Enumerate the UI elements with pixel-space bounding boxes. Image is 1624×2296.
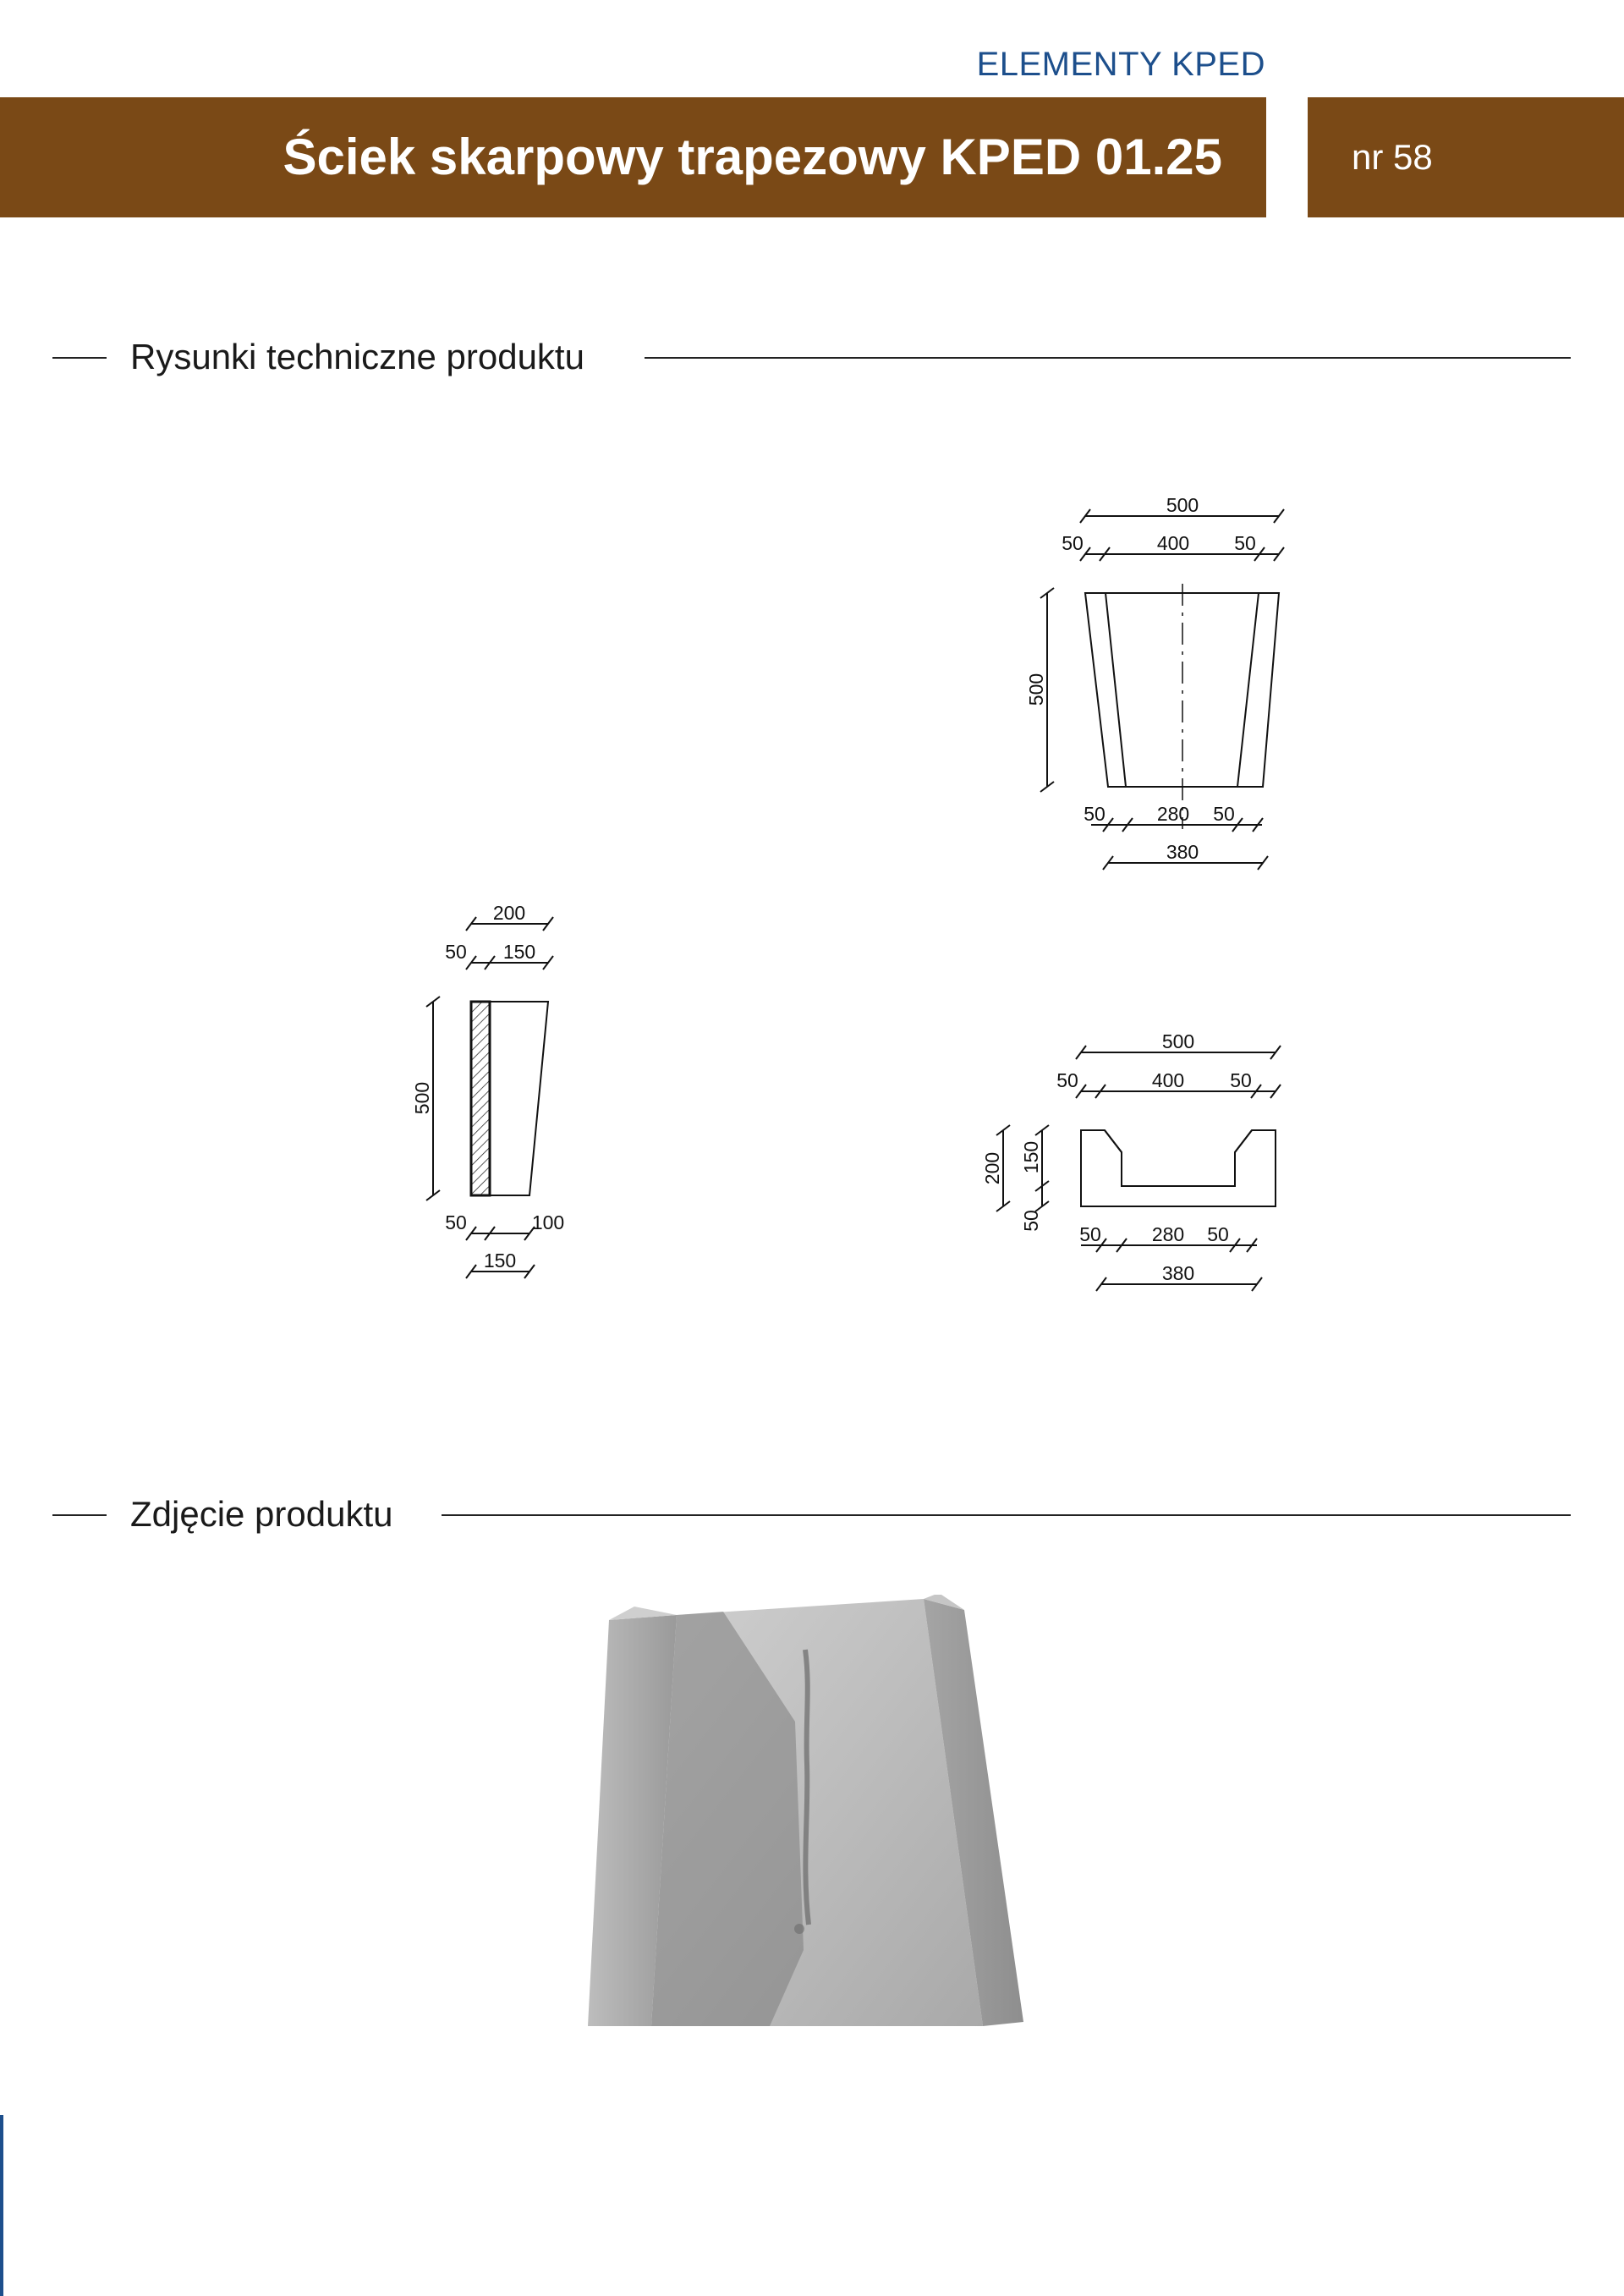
dim-label: 500 [411, 1081, 433, 1115]
dim-label: 100 [531, 1211, 565, 1233]
side-view-outline [490, 1002, 548, 1195]
dim-label: 200 [981, 1151, 1003, 1185]
dim-label: 150 [483, 1250, 517, 1272]
dim-label: 500 [1025, 673, 1047, 706]
category-label: ELEMENTY KPED [976, 46, 1265, 83]
photo-water-stain-drop [794, 1924, 804, 1934]
cross-section-chamfer [1105, 1130, 1122, 1152]
dim-label: 50 [445, 941, 467, 963]
dim-label: 400 [1156, 532, 1190, 554]
dim-label: 50 [1056, 1069, 1078, 1091]
dim-label: 50 [1213, 803, 1235, 825]
cross-section-chamfer [1235, 1130, 1252, 1152]
dim-label: 50 [445, 1211, 467, 1233]
page-title: Ściek skarpowy trapezowy KPED 01.25 [283, 129, 1222, 185]
dim-label: 400 [1151, 1069, 1185, 1091]
front-view-inner-right [1237, 593, 1259, 787]
photo-section-title: Zdjęcie produktu [130, 1494, 393, 1534]
dim-label: 150 [502, 941, 536, 963]
dim-label: 50 [1062, 532, 1084, 554]
dim-label: 150 [1020, 1140, 1042, 1174]
page-edge-mark [0, 2115, 3, 2296]
dim-label: 380 [1161, 1262, 1195, 1284]
dim-label: 280 [1156, 803, 1190, 825]
cross-section-outline [1081, 1130, 1276, 1206]
dim-label: 50 [1234, 532, 1256, 554]
dim-label: 500 [1166, 494, 1199, 516]
photo-water-stain [805, 1650, 809, 1925]
dim-label: 50 [1079, 1223, 1101, 1245]
dim-label: 50 [1020, 1210, 1042, 1232]
side-view-hatched-wall [471, 1002, 490, 1195]
product-photo [584, 1595, 1023, 2035]
front-view-inner-left [1106, 593, 1126, 787]
page-number: nr 58 [1352, 137, 1433, 177]
dim-label: 500 [1161, 1030, 1195, 1052]
dim-label: 50 [1207, 1223, 1229, 1245]
drawings-section-title: Rysunki techniczne produktu [130, 337, 584, 376]
dim-label: 50 [1230, 1069, 1252, 1091]
dim-label: 200 [492, 902, 526, 924]
dim-label: 50 [1084, 803, 1106, 825]
dim-label: 280 [1151, 1223, 1185, 1245]
dim-label: 380 [1166, 841, 1199, 863]
